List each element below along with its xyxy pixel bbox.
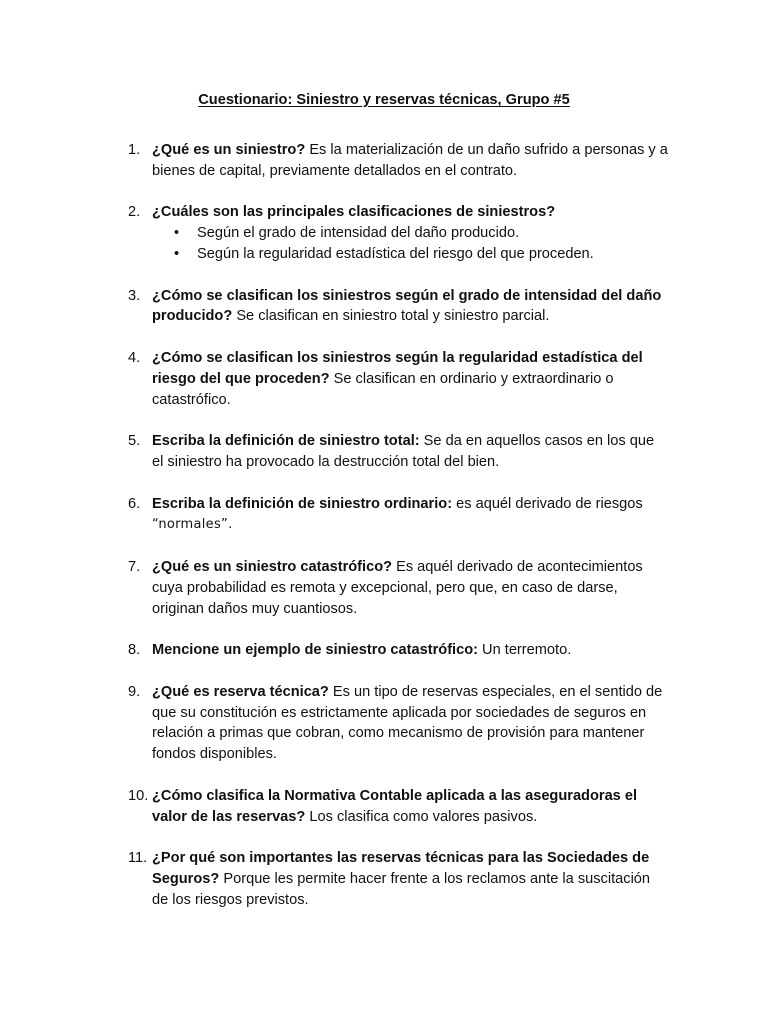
list-item-8 <box>128 640 668 661</box>
item-question: ¿Cómo se clasifican los siniestros según la regularidad estadística del riesgo del que proceden? <box>152 349 643 387</box>
item-answer: Un terremoto. <box>478 642 572 659</box>
item-answer: Es un tipo de reservas especiales, en el sentido de que su constitución es estrictamente aplicada por sociedades de seguros en relación a primas que cobran, como mecanismo de provisión para mantener fondos disponibles. <box>152 683 663 763</box>
list-item-2 <box>128 202 668 264</box>
bullet-text: Según la regularidad estadística del riesgo del que proceden. <box>197 245 594 262</box>
item-question: ¿Cuáles son las principales clasificaciones de siniestros? <box>152 204 556 221</box>
item-question: ¿Qué es un siniestro? <box>152 142 306 158</box>
item-answer: Es aquél derivado de acontecimientos cuya probabilidad es remota y excepcional, pero que, en caso de darse, originan daños muy cuantiosos. <box>152 558 643 617</box>
list-item-9 <box>128 682 668 765</box>
item-question: Escriba la definición de siniestro ordinario: <box>152 495 453 512</box>
item-answer: Se clasifican en siniestro total y siniestro parcial. <box>232 308 550 325</box>
item-number: 4. <box>128 349 141 366</box>
item-answer: Se clasifican en ordinario y extraordinario o catastrófico. <box>152 370 614 408</box>
document-title-text: Cuestionario: Siniestro y reservas técnicas, Grupo #5 <box>198 92 570 108</box>
item-number: 5. <box>128 433 141 450</box>
bullet-icon: • <box>174 245 180 262</box>
bullet-list <box>152 223 668 265</box>
list-item-6 <box>128 494 668 537</box>
list-item-10 <box>128 786 668 828</box>
document-title <box>0 92 768 108</box>
item-number: 10. <box>128 787 149 804</box>
item-number: 6. <box>128 495 141 512</box>
item-number: 7. <box>128 558 141 575</box>
list-item-3 <box>128 286 668 328</box>
item-question: ¿Cómo se clasifican los siniestros según el grado de intensidad del daño producido? <box>152 287 662 325</box>
question-list <box>128 140 668 931</box>
item-answer: Se da en aquellos casos en los que el siniestro ha provocado la destrucción total del bien. <box>152 433 655 470</box>
list-item-4 <box>128 348 668 410</box>
item-question: ¿Por qué son importantes las reservas técnicas para las Sociedades de Seguros? <box>152 850 650 887</box>
item-number: 8. <box>128 642 141 659</box>
bullet-item <box>174 223 668 244</box>
bullet-icon: • <box>174 225 180 242</box>
item-number: 3. <box>128 287 141 304</box>
item-number: 1. <box>128 142 141 158</box>
list-item-1 <box>128 140 668 182</box>
item-question: Mencione un ejemplo de siniestro catastrófico: <box>152 642 478 659</box>
item-number: 11. <box>128 850 148 867</box>
item-answer: Porque les permite hacer frente a los reclamos ante la suscitación de los riesgos previstos. <box>152 870 651 908</box>
item-number: 9. <box>128 683 141 700</box>
bullet-item <box>174 244 668 265</box>
list-item-11 <box>128 848 668 910</box>
item-answer: Es la materialización de un daño sufrido a personas y a bienes de capital, previamente detallados en el contrato. <box>152 142 668 179</box>
item-question: ¿Qué es reserva técnica? <box>152 683 329 700</box>
item-answer: Los clasifica como valores pasivos. <box>305 808 538 825</box>
item-number: 2. <box>128 204 141 221</box>
item-answer: es aquél derivado de riesgos <box>452 495 643 512</box>
item-question: ¿Qué es un siniestro catastrófico? <box>152 558 393 575</box>
bullet-text: Según el grado de intensidad del daño producido. <box>197 225 520 242</box>
list-item-7 <box>128 557 668 619</box>
item-question: Escriba la definición de siniestro total: <box>152 433 420 450</box>
item-question: ¿Cómo clasifica la Normativa Contable aplicada a las aseguradoras el valor de las reservas? <box>152 787 638 825</box>
item-answer-quoted: “normales”. <box>152 517 233 533</box>
list-item-5 <box>128 431 668 473</box>
